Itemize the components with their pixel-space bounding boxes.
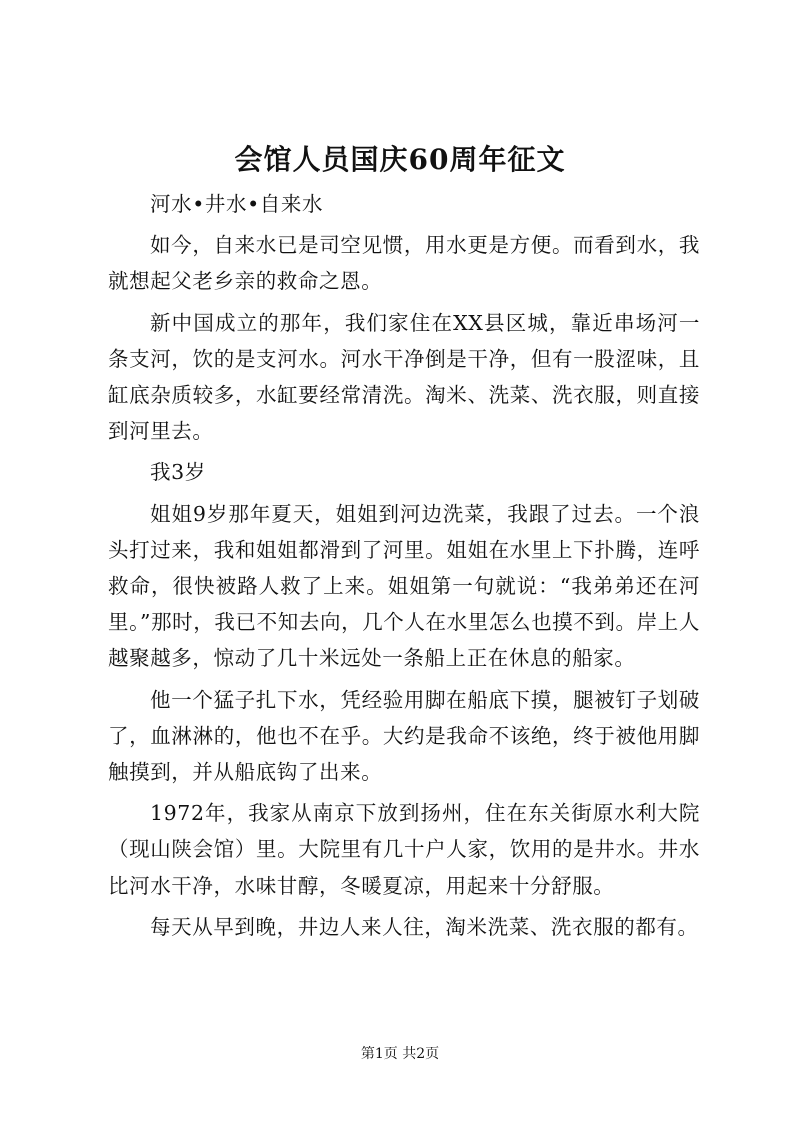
paragraph: 他一个猛子扎下水，凭经验用脚在船底下摸，腿被钉子划破了，血淋淋的，他也不在乎。大约是我命不该绝，终于被他用脚触摸到，并从船底钩了出来。	[108, 687, 700, 785]
paragraph: 姐姐9岁那年夏天，姐姐到河边洗菜，我跟了过去。一个浪头打过来，我和姐姐都滑到了河里。姐姐在水里上下扑腾，连呼救命，很快被路人救了上来。姐姐第一句就说：“我弟弟还在河里。”那时，我已不知去向，几个人在水里怎么也摸不到。岸上人越聚越多，惊动了几十米远处一条船上正在休息的船家。	[108, 501, 700, 671]
document-title: 会馆人员国庆60周年征文	[234, 143, 566, 176]
paragraph: 我3岁	[150, 460, 206, 485]
page-footer	[0, 1044, 800, 1064]
paragraph: 每天从早到晚，井边人来人往，淘米洗菜、洗衣服的都有。	[150, 914, 699, 939]
page-number-label: 第1页 共2页	[360, 1046, 440, 1062]
paragraph: 河水•井水•自来水	[150, 192, 324, 216]
paragraph: 新中国成立的那年，我们家住在XX县区城，靠近串场河一条支河，饮的是支河水。河水干净倒是干净，但有一股涩味，且缸底杂质较多，水缸要经常清洗。淘米、洗菜、洗衣服，则直接到河里去。	[108, 310, 700, 444]
paragraph: 1972年，我家从南京下放到扬州，住在东关街原水利大院（现山陕会馆）里。大院里有几十户人家，饮用的是井水。井水比河水干净，水味甘醇，冬暖夏凉，用起来十分舒服。	[108, 801, 700, 898]
document-body	[108, 186, 700, 950]
paragraph: 如今，自来水已是司空见惯，用水更是方便。而看到水，我就想起父老乡亲的救命之恩。	[108, 233, 700, 294]
